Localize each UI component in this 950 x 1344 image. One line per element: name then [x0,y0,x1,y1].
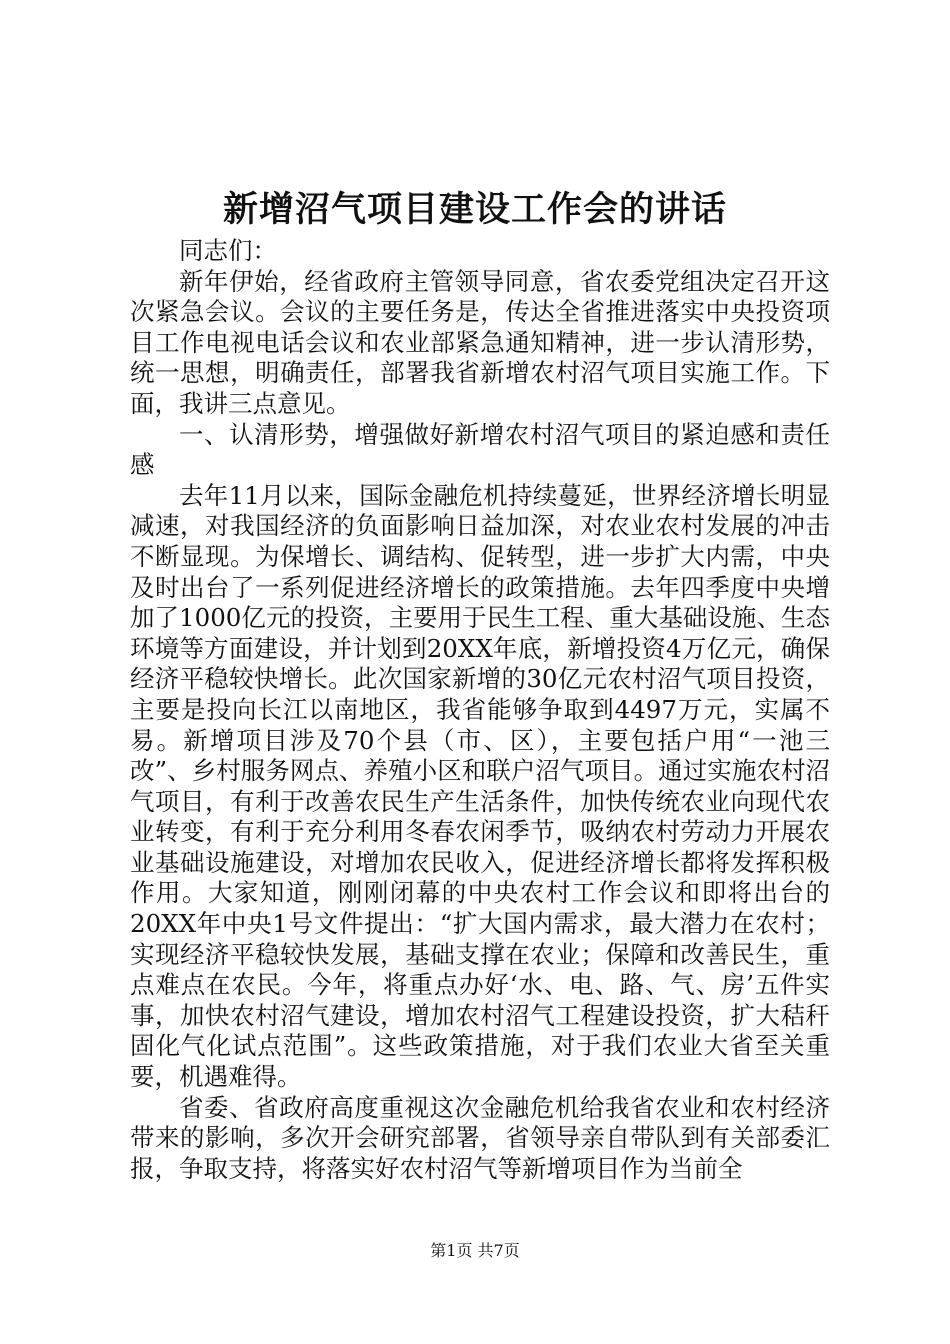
section-heading-1: 一、认清形势，增强做好新增农村沼气项目的紧迫感和责任感 [130,419,830,480]
salutation: 同志们： [179,236,277,265]
paragraph-intro: 新年伊始，经省政府主管领导同意，省农委党组决定召开这次紧急会议。会议的主要任务是，传达全省推进落实中央投资项目工作电视电话会议和农业部紧急通知精神，进一步认清形势，统一思想，明确责任，部署我省新增农村沼气项目实施工作。下面，我讲三点意见。 [130,266,830,418]
document-body [130,236,830,1184]
paragraph-provincial: 省委、省政府高度重视这次金融危机给我省农业和农村经济带来的影响，多次开会研究部署，省领导亲自带队到有关部委汇报，争取支持，将落实好农村沼气等新增项目作为当前全 [130,1092,830,1183]
page-footer: 第1页 共7页 [430,1241,520,1260]
document-title: 新增沼气项目建设工作会的讲话 [222,189,727,230]
paragraph-situation: 去年11月以来，国际金融危机持续蔓延，世界经济增长明显减速，对我国经济的负面影响日益加深，对农业农村发展的冲击不断显现。为保增长、调结构、促转型，进一步扩大内需，中央及时出台了一系列促进经济增长的政策措施。去年四季度中央增加了1000亿元的投资，主要用于民生工程、重大基础设施、生态环境等方面建设，并计划到20XX年底，新增投资4万亿元，确保经济平稳较快增长。此次国家新增的30亿元农村沼气项目投资，主要是投向长江以南地区，我省能够争取到4497万元，实属不易。新增项目涉及70个县（市、区），主要包括户用“一池三改”、乡村服务网点、养殖小区和联户沼气项目。通过实施农村沼气项目，有利于改善农民生产生活条件，加快传统农业向现代农业转变，有利于充分利用冬春农闲季节，吸纳农村劳动力开展农业基础设施建设，对增加农民收入，促进经济增长都将发挥积极作用。大家知道，刚刚闭幕的中央农村工作会议和即将出台的20XX年中央1号文件提出：“扩大国内需求，最大潜力在农村；实现经济平稳较快发展，基础支撑在农业；保障和改善民生，重点难点在农民。今年，将重点办好‘水、电、路、气、房’五件实事，加快农村沼气建设，增加农村沼气工程建设投资，扩大秸秆固化气化试点范围”。这些政策措施，对于我们农业大省至关重要，机遇难得。 [130,480,830,1092]
